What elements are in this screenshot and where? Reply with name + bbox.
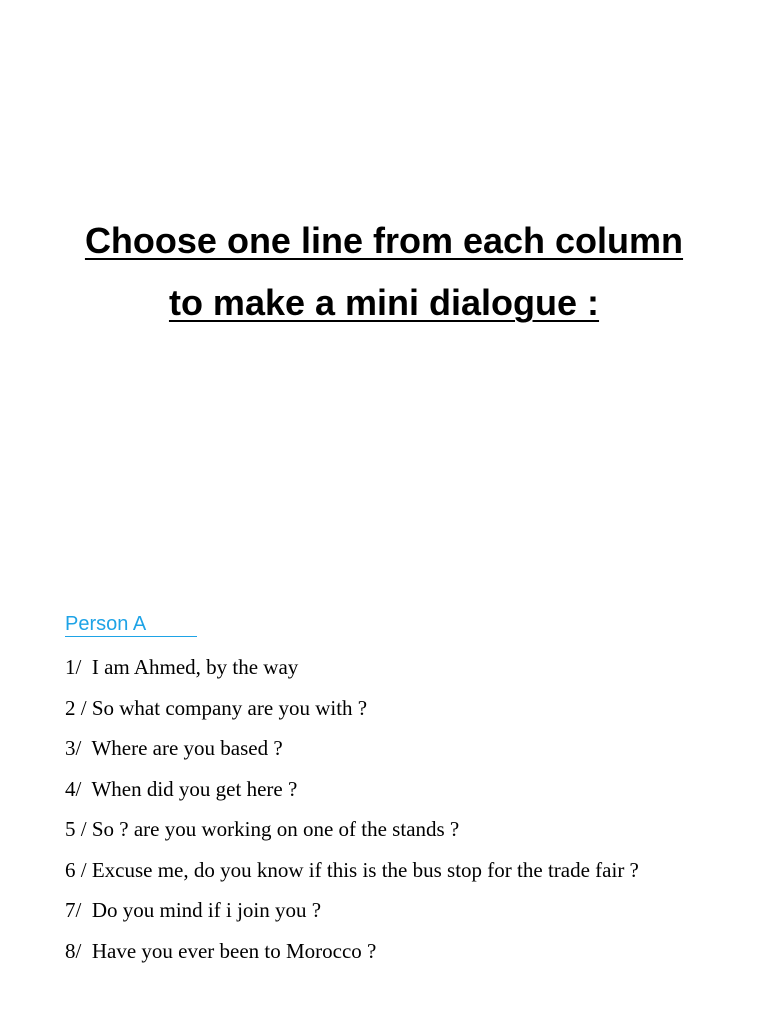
- person-a-heading-underlined: [65, 612, 197, 637]
- list-item: 2 / So what company are you with ?: [65, 695, 368, 720]
- person-a-heading-trailing: [145, 613, 195, 635]
- page-title: [0, 210, 768, 334]
- list-item: 8/ Have you ever been to Morocco ?: [65, 938, 377, 963]
- list-item: 4/ When did you get here ?: [65, 776, 298, 801]
- person-a-heading-text: Person A: [65, 613, 146, 635]
- person-a-lines: [65, 652, 705, 976]
- list-item: 1/ I am Ahmed, by the way: [65, 655, 299, 679]
- person-a-heading: [65, 610, 197, 638]
- title-line-1: Choose one line from each column: [84, 220, 684, 261]
- list-item: 3/ Where are you based ?: [65, 736, 283, 760]
- list-item: 6 / Excuse me, do you know if this is the bus stop for the trade fair ?: [65, 857, 639, 882]
- list-item: 7/ Do you mind if i join you ?: [65, 898, 322, 922]
- list-item: 5 / So ? are you working on one of the stands ?: [65, 817, 460, 841]
- title-line-2: to make a mini dialogue :: [168, 282, 600, 323]
